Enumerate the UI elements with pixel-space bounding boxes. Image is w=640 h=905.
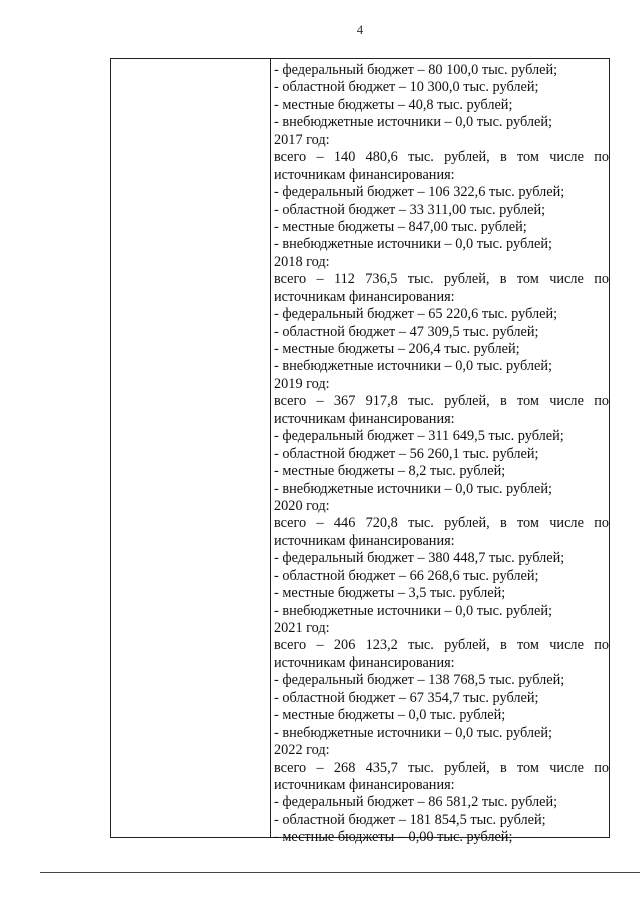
text-line: - внебюджетные источники – 0,0 тыс. рублей; — [274, 602, 552, 619]
text-line: всего – 446 720,8 тыс. рублей, в том числе по — [274, 515, 609, 532]
table-left-cell — [111, 59, 271, 837]
text-line: - областной бюджет – 47 309,5 тыс. рублей; — [274, 323, 539, 340]
text-line: всего – 206 123,2 тыс. рублей, в том числе по — [274, 637, 609, 654]
text-line: - областной бюджет – 33 311,00 тыс. рублей; — [274, 201, 546, 218]
text-line: источникам финансирования: — [274, 532, 455, 549]
text-line: - местные бюджеты – 0,00 тыс. рублей; — [274, 829, 513, 846]
text-line: - федеральный бюджет – 380 448,7 тыс. рублей; — [274, 550, 565, 567]
page-number: 4 — [356, 22, 364, 37]
text-line: - местные бюджеты – 0,0 тыс. рублей; — [274, 707, 506, 724]
text-line: 2018 год: — [274, 253, 330, 270]
text-line: - областной бюджет – 56 260,1 тыс. рублей; — [274, 445, 539, 462]
text-line: - федеральный бюджет – 80 100,0 тыс. рублей; — [274, 62, 558, 78]
text-line: - федеральный бюджет – 106 322,6 тыс. рублей; — [274, 184, 565, 201]
text-line: - местные бюджеты – 40,8 тыс. рублей; — [274, 96, 513, 113]
text-line: источникам финансирования: — [274, 288, 455, 305]
text-line: источникам финансирования: — [274, 166, 455, 183]
text-line: - внебюджетные источники – 0,0 тыс. рублей; — [274, 114, 552, 131]
text-line: всего – 268 435,7 тыс. рублей, в том числе по — [274, 759, 609, 776]
text-line: - областной бюджет – 66 268,6 тыс. рублей; — [274, 567, 539, 584]
text-line: - федеральный бюджет – 86 581,2 тыс. рублей; — [274, 794, 558, 811]
text-line: - федеральный бюджет – 138 768,5 тыс. рублей; — [274, 672, 565, 689]
text-line: - местные бюджеты – 847,00 тыс. рублей; — [274, 218, 527, 235]
text-line: 2022 год: — [274, 742, 330, 759]
table-right-cell — [271, 62, 609, 847]
text-line: - местные бюджеты – 8,2 тыс. рублей; — [274, 463, 506, 480]
text-line: - федеральный бюджет – 311 649,5 тыс. рублей; — [274, 428, 564, 445]
text-line: - внебюджетные источники – 0,0 тыс. рублей; — [274, 358, 552, 375]
text-line: - внебюджетные источники – 0,0 тыс. рублей; — [274, 724, 552, 741]
text-line: всего – 140 480,6 тыс. рублей, в том числе по — [274, 149, 609, 166]
text-line: - федеральный бюджет – 65 220,6 тыс. рублей; — [274, 306, 558, 323]
funding-table — [110, 58, 610, 846]
text-line: всего – 112 736,5 тыс. рублей, в том числе по — [274, 271, 609, 288]
text-line: источникам финансирования: — [274, 410, 455, 427]
text-line: 2019 год: — [274, 375, 330, 392]
text-line: 2017 год: — [274, 131, 330, 148]
text-line: - внебюджетные источники – 0,0 тыс. рублей; — [274, 236, 552, 253]
text-line: источникам финансирования: — [274, 654, 455, 671]
text-line: - областной бюджет – 67 354,7 тыс. рублей; — [274, 689, 539, 706]
text-line: - внебюджетные источники – 0,0 тыс. рублей; — [274, 480, 552, 497]
text-line: источникам финансирования: — [274, 776, 455, 793]
text-line: - местные бюджеты – 206,4 тыс. рублей; — [274, 341, 520, 357]
text-line: - областной бюджет – 10 300,0 тыс. рублей; — [274, 79, 539, 96]
text-line: - местные бюджеты – 3,5 тыс. рублей; — [274, 585, 506, 602]
text-line: всего – 367 917,8 тыс. рублей, в том числе по — [274, 393, 609, 410]
text-line: 2021 год: — [274, 620, 330, 636]
text-line: 2020 год: — [274, 497, 330, 514]
footer-divider — [40, 872, 640, 873]
text-line: - областной бюджет – 181 854,5 тыс. рублей; — [274, 811, 546, 828]
